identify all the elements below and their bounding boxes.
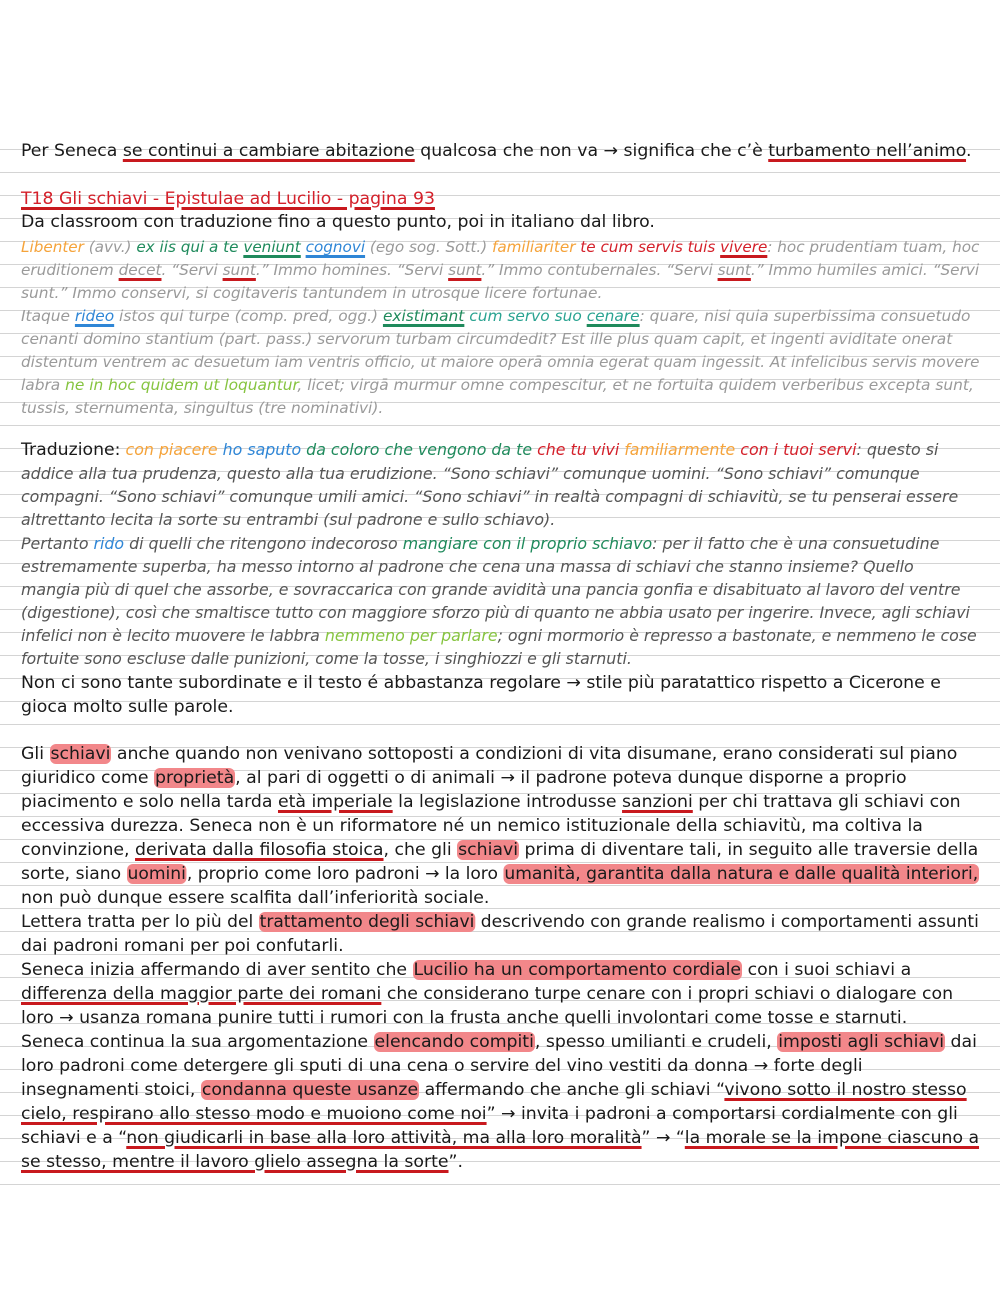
style-note-line: gioca molto sulle parole.	[21, 697, 234, 717]
latin-text: Itaque	[21, 307, 75, 325]
latin-word: cognovi	[305, 238, 366, 256]
translation-line: mangia più di quel che assorbe, e sovraccarica con grande avidità una pancia gonfia e disabituato al lavoro del ventre	[21, 580, 961, 599]
translation-text: : per il fatto che è una consuetudine	[652, 534, 940, 553]
body-text: ”.	[448, 1152, 463, 1172]
latin-text: labra	[21, 376, 66, 394]
latin-phrase: cum servo suo	[469, 307, 582, 325]
latin-word: vivere	[720, 238, 768, 256]
translation-label: Traduzione	[21, 440, 115, 460]
intro-line	[21, 141, 981, 167]
body-text: descrivendo con grande realismo i comportamenti assunti	[475, 912, 979, 932]
translation-line: addice alla tua prudenza, questo alla tua erudizione. “Sono schiavi” comunque uomini. “Sono schiavi” comunque	[21, 464, 920, 483]
body-notes	[21, 744, 981, 1184]
latin-text: : hoc prudentiam tuam, hoc	[767, 238, 980, 256]
underlined-phrase: sanzioni	[622, 792, 693, 812]
latin-text: . “Servi	[161, 261, 223, 279]
body-text: prima di diventare tali, in seguito alle traversie della	[519, 840, 979, 860]
translation-text: di quelli che ritengono indecoroso	[124, 534, 403, 553]
latin-line: sunt.” Immo conservi, si cogitaveris tantundem in utrosque licere fortunae.	[21, 284, 603, 302]
translation-line: (digestione), così che smaltisce tutto con maggiore sforzo più di quanto ne abbia usato per ingerire. Invece, agli schiavi	[21, 603, 970, 622]
latin-text: .” Immo humiles amici. “Servi	[750, 261, 980, 279]
body-line: non può dunque essere scalfita dall’inferiorità sociale.	[21, 888, 490, 908]
translation-line: fortuite sono escluse dalle punizioni, come la tosse, i singhiozzi e gli starnuti.	[21, 649, 632, 668]
style-note-line: Non ci sono tante subordinate e il testo é abbastanza regolare → stile più paratattico rispetto a Cicerone e	[21, 673, 941, 693]
translation-phrase: da coloro che vengono da te	[301, 440, 533, 459]
latin-word: decet	[118, 261, 162, 279]
body-text: affermando che anche gli schiavi “	[419, 1080, 725, 1100]
body-text: Gli	[21, 744, 50, 764]
body-text: insegnamenti stoici,	[21, 1080, 201, 1100]
latin-word: familiariter	[491, 238, 576, 256]
body-text: Lettera tratta per lo più del	[21, 912, 259, 932]
highlight: proprietà	[155, 768, 235, 788]
highlight: schiavi	[458, 840, 519, 860]
translation-phrase: con piacere	[120, 440, 218, 459]
body-line: dai padroni romani per poi confutarli.	[21, 936, 344, 956]
translation-text: : questo si	[856, 440, 939, 459]
body-text: schiavi e a “	[21, 1128, 127, 1148]
latin-word: existimant	[382, 307, 465, 325]
translation-phrase: mangiare con il proprio schiavo	[402, 534, 653, 553]
latin-text: , licet; virgā murmur omne compescitur, et ne fortuita quidem verberibus excepta sunt,	[297, 376, 974, 394]
latin-phrase: ex iis qui a te	[136, 238, 239, 256]
latin-word: Libenter	[21, 238, 84, 256]
latin-text: istos qui turpe (comp. pred, ogg.)	[114, 307, 383, 325]
body-text: dai	[945, 1032, 977, 1052]
underlined-phrase: differenza della maggior parte dei romani	[21, 984, 382, 1004]
latin-line: cenanti domino stantium (part. pass.) servorum turbam circumdedit? Est ille plus quam capit, et ingenti aviditate onerat	[21, 330, 953, 348]
translation-text: Pertanto	[21, 534, 94, 553]
body-text: Seneca inizia affermando di aver sentito che	[21, 960, 413, 980]
latin-text: (avv.)	[83, 238, 137, 256]
body-text: anche quando non venivano sottoposti a condizioni di vita disumane, erano considerati sul piano	[111, 744, 958, 764]
underlined-quote: vivono sotto il nostro stesso	[724, 1080, 967, 1100]
latin-text: .” Immo contubernales. “Servi	[481, 261, 718, 279]
translation-phrase: con i tuoi servi	[735, 440, 857, 459]
highlight: trattamento degli schiavi	[259, 912, 475, 932]
intro-text: qualcosa che non va → significa che c’è	[414, 141, 769, 161]
highlight: imposti agli schiavi	[778, 1032, 945, 1052]
translation-text: ; ogni mormorio è represso a bastonate, e nemmeno le cose	[497, 626, 977, 645]
body-line: loro padroni come detergere gli sputi di una cena o servire del vino vestiti da donna → forte degli	[21, 1056, 863, 1076]
section-subtitle: Da classroom con traduzione fino a questo punto, poi in italiano dal libro.	[21, 212, 655, 232]
translation-text: infelici non è lecito muovere le labbra	[21, 626, 325, 645]
body-line: loro → usanza romana punire tutti i rumori con la frusta anche quelli involontari come tosse e starnuti.	[21, 1008, 908, 1028]
body-text: giuridico come	[21, 768, 155, 788]
latin-word: sunt	[448, 261, 482, 279]
body-text: , proprio come loro padroni → la loro	[186, 864, 504, 884]
latin-word: veniunt	[243, 238, 301, 256]
underlined-phrase: età imperiale	[277, 792, 393, 812]
translation-phrase: familiarmente	[619, 440, 736, 459]
translation-phrase: che tu vivi	[532, 440, 620, 459]
latin-text: (ego sog. Sott.)	[365, 238, 492, 256]
latin-text: eruditionem	[21, 261, 119, 279]
body-text: sorte, siano	[21, 864, 127, 884]
body-text: con i suoi schiavi a	[742, 960, 912, 980]
highlight: schiavi	[50, 744, 111, 764]
body-text: che considerano turpe cenare con i propri schiavi o dialogare con	[381, 984, 954, 1004]
body-text: ” → invita i padroni a comportarsi cordialmente con gli	[486, 1104, 958, 1124]
body-text: piacimento e solo nella tarda	[21, 792, 278, 812]
translation-phrase: nemmeno per parlare	[324, 626, 498, 645]
underlined-phrase: turbamento nell’animo	[768, 141, 967, 161]
latin-word: rideo	[74, 307, 115, 325]
latin-text: : quare, nisi quia superbissima consuetudo	[639, 307, 971, 325]
highlight: condanna queste usanze	[201, 1080, 419, 1100]
latin-word: cenare	[586, 307, 640, 325]
body-text: ” → “	[641, 1128, 685, 1148]
highlight: Lucilio ha un comportamento cordiale	[413, 960, 742, 980]
body-text: , che gli	[383, 840, 458, 860]
style-note	[21, 673, 981, 723]
section-title: T18 Gli schiavi - Epistulae ad Lucilio - pagina 93	[21, 189, 435, 209]
body-text: , al pari di oggetti o di animali → il padrone poteva dunque disporne a proprio	[235, 768, 907, 788]
underlined-quote: cielo, respirano allo stesso modo e muoiono come noi	[21, 1104, 487, 1124]
body-line: eccessiva durezza. Seneca non è un riformatore né un nemico istituzionale della schiavitù, ma coltiva la	[21, 816, 923, 836]
latin-line: tussis, sternumenta, singultus (tre nominativi).	[21, 399, 384, 417]
translation-line: estremamente superba, ha messo intorno al padrone che cena una massa di schiavi che stanno insieme? Quello	[21, 557, 914, 576]
translation-line: compagni. “Sono schiavi” comunque umili amici. “Sono schiavi” in realtà compagni di schiavitù, se tu penserai essere	[21, 487, 959, 506]
body-text: per chi trattava gli schiavi con	[692, 792, 961, 812]
latin-phrase: te cum servis tuis	[580, 238, 721, 256]
section-title-line	[21, 189, 981, 213]
latin-word: sunt	[717, 261, 751, 279]
translation-phrase: ho saputo	[217, 440, 302, 459]
highlight: elencando compiti	[374, 1032, 534, 1052]
intro-text: Per Seneca	[21, 141, 123, 161]
latin-text	[21, 238, 981, 428]
intro-text: .	[966, 141, 972, 161]
translation-phrase: rido	[93, 534, 125, 553]
body-text: , spesso umilianti e crudeli,	[534, 1032, 778, 1052]
highlight: uomini	[127, 864, 186, 884]
latin-text: .” Immo homines. “Servi	[255, 261, 449, 279]
translation-line: altrettanto lecita la sorte su entrambi (sul padrone e sullo schiavo).	[21, 510, 556, 529]
underlined-phrase: derivata dalla filosofia stoica	[135, 840, 384, 860]
body-text: convinzione,	[21, 840, 136, 860]
body-text: la legislazione introdusse	[392, 792, 623, 812]
latin-line: distentum ventrem ac desuetum iam ventris officio, ut maiore operā omnia egerat quam ingessit. At infelicibus servis movere	[21, 353, 980, 371]
underlined-quote: se stesso, mentre il lavoro glielo assegna la sorte	[21, 1152, 449, 1172]
subtitle-line	[21, 212, 981, 236]
highlight: umanità, garantita dalla natura e dalle qualità interiori,	[504, 864, 979, 884]
translation-text	[21, 440, 981, 680]
underlined-quote: non giudicarli in base alla loro attività, ma alla loro moralità	[126, 1128, 642, 1148]
translation-colon: :	[114, 440, 121, 460]
latin-phrase: ne in hoc quidem ut loquantur	[65, 376, 298, 394]
latin-word: sunt	[222, 261, 256, 279]
body-text: Seneca continua la sua argomentazione	[21, 1032, 374, 1052]
underlined-quote: la morale se la impone ciascuno a	[684, 1128, 980, 1148]
underlined-phrase: se continui a cambiare abitazione	[122, 141, 415, 161]
